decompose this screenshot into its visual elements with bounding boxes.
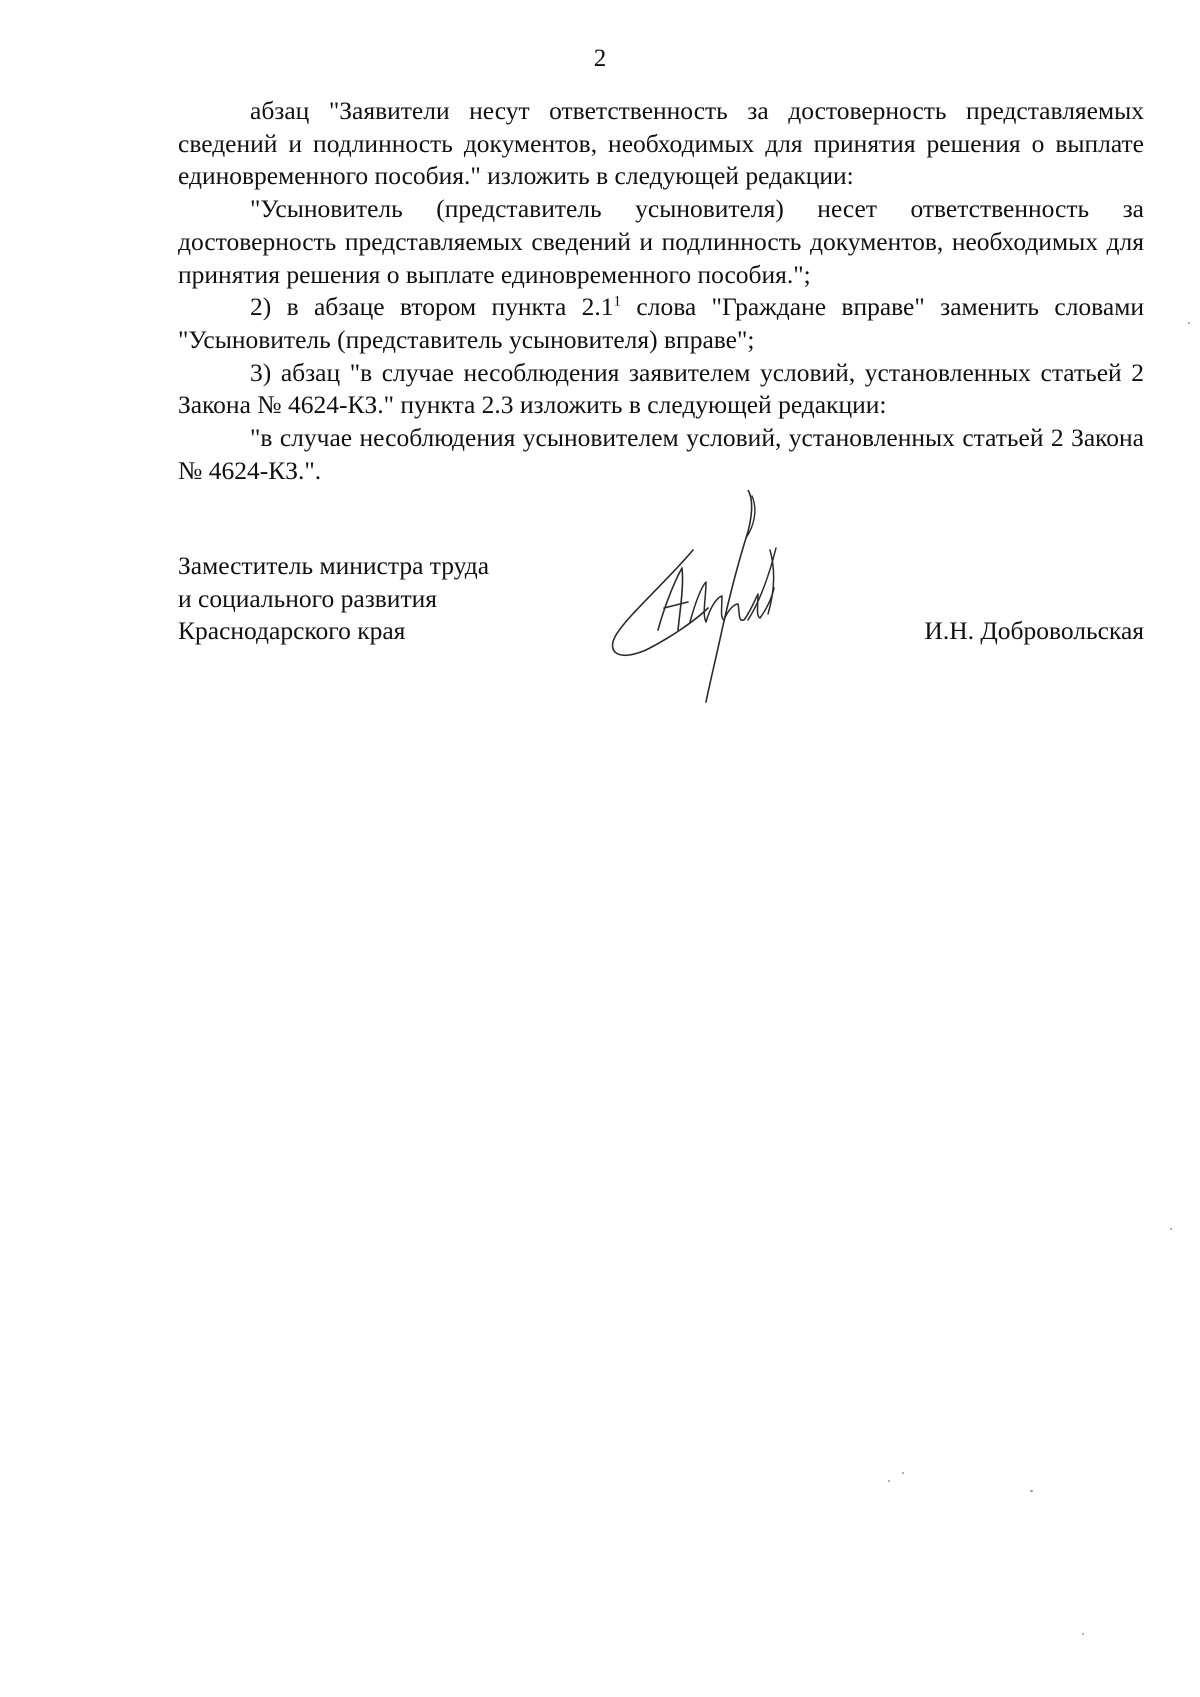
paragraph-2: "Усыновитель (представитель усыновителя) несет ответственность за достоверность представляемых сведений и подлинность документов, необходимых для принятия решения о выплате единовременного пособия.";: [178, 194, 1144, 289]
paragraph-3-text-start: 2) в абзаце втором пункта 2.1: [250, 292, 614, 322]
document-body: [178, 95, 1144, 487]
scan-speck: [1082, 1633, 1084, 1635]
signer-name: И.Н. Добровольская: [924, 616, 1144, 645]
scan-speck: [888, 1480, 890, 1482]
signature-stroke-tall: [706, 490, 752, 702]
scan-speck: [902, 1472, 904, 1474]
signature-block: [178, 550, 1144, 710]
page-number: 2: [593, 45, 607, 72]
paragraph-1: абзац "Заявители несут ответственность за достоверность представляемых сведений и подлинность документов, необходимых для принятия решения о выплате единовременного пособия." изложить в следующей редакции:: [178, 96, 1144, 191]
signature-stroke-a: [658, 568, 688, 630]
signature-stroke-right: [748, 548, 776, 620]
signature-stroke-loop: [613, 550, 708, 655]
paragraph-5: "в случае несоблюдения усыновителем условий, установленных статьей 2 Закона № 4624-КЗ.".: [178, 423, 1144, 485]
scan-speck: [1030, 1490, 1033, 1492]
paragraph-3-superscript: 1: [613, 293, 622, 310]
signer-position: [178, 550, 598, 648]
paragraph-3-text-end: слова "Граждане вправе" заменить словами "Усыновитель (представитель усыновителя) вправе";: [178, 292, 1144, 354]
scan-speck: [1170, 1228, 1172, 1230]
handwritten-signature: [598, 490, 818, 710]
paragraph-4: 3) абзац "в случае несоблюдения заявителем условий, установленных статьей 2 Закона № 4624-КЗ." пункта 2.3 изложить в следующей редакции:: [178, 357, 1144, 420]
scan-speck: [1188, 322, 1190, 324]
signer-position-line-1: Заместитель министра труда: [178, 551, 490, 580]
signer-position-line-3: Краснодарского края: [178, 616, 406, 645]
paragraph-3: [178, 291, 1144, 356]
signer-position-line-2: и социального развития: [178, 583, 437, 613]
